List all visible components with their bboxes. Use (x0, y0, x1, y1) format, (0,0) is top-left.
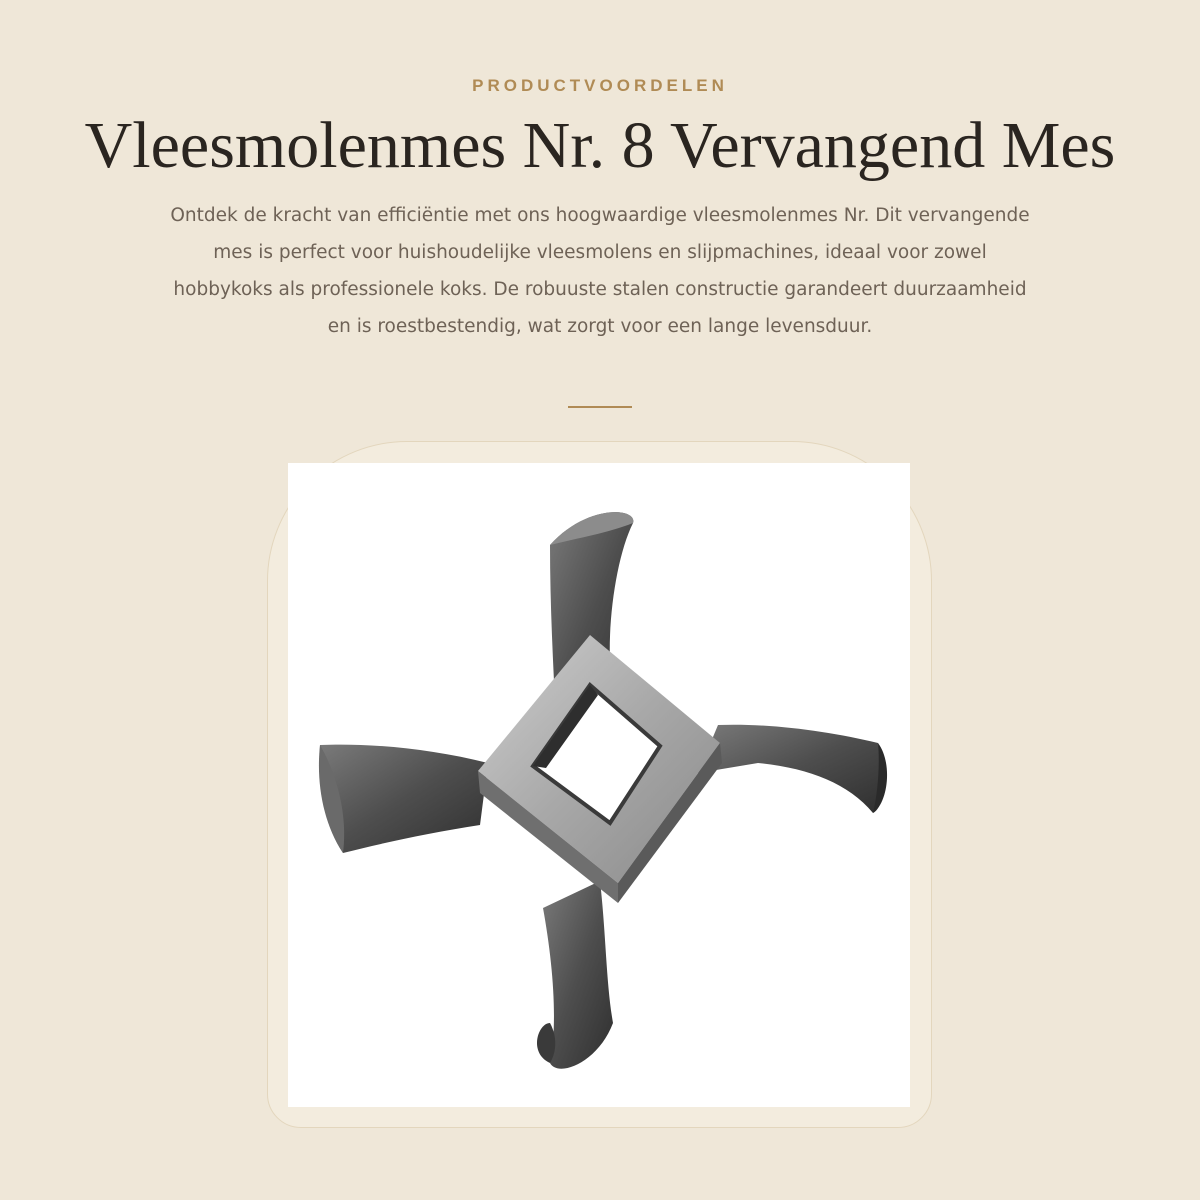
meat-grinder-blade-icon (288, 463, 910, 1107)
product-image (288, 463, 910, 1107)
product-description: Ontdek de kracht van efficiëntie met ons hoogwaardige vleesmolenmes Nr. Dit vervangende mes is perfect voor huishoudelijke vleesmolens en slijpmachines, ideaal voor zowel hobbykoks als professionele koks. De robuuste stalen constructie garandeert duurzaamheid en is roestbestendig, wat zorgt voor een lange levensduur. (170, 205, 1030, 337)
section-eyebrow: PRODUCTVOORDELEN (472, 76, 728, 95)
gold-divider (568, 406, 632, 408)
page-title: Vleesmolenmes Nr. 8 Vervangend Mes (84, 109, 1116, 182)
